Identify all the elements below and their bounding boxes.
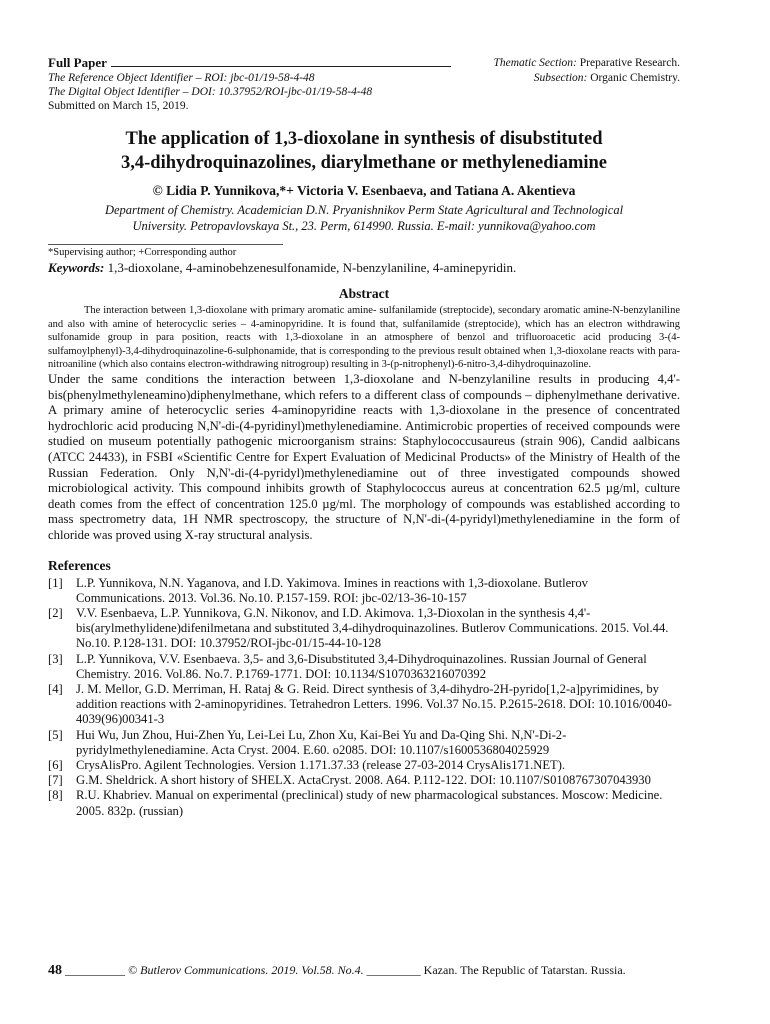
- reference-number: [4]: [48, 681, 63, 696]
- reference-number: [6]: [48, 757, 63, 772]
- reference-item: [48, 773, 680, 788]
- reference-text: L.P. Yunnikova, V.V. Esenbaeva. 3,5- and 3,6-Disubstituted 3,4-Dihydroquinazolines. Russian Journal of General Chemistry. 2016. Vol.86. No.7. P.1769-1771. DOI: 10.1134/S1070363216070392: [76, 651, 647, 681]
- paper-title: [48, 127, 680, 175]
- reference-number: [3]: [48, 651, 63, 666]
- header-row-3: [48, 85, 680, 99]
- reference-item: [48, 788, 680, 818]
- footer-rule-left: __________: [65, 963, 125, 977]
- journal-citation: © Butlerov Communications. 2019. Vol.58. No.4.: [128, 963, 364, 977]
- reference-item: [48, 758, 680, 773]
- footer-rule-right: _________: [366, 963, 421, 977]
- header-row-1: [48, 56, 680, 71]
- references-heading: References: [48, 557, 111, 573]
- title-line-2: 3,4-dihydroquinazolines, diarylmethane or methylenediamine: [121, 153, 607, 173]
- subsection-value: Organic Chemistry.: [590, 72, 680, 84]
- header-row-2: [48, 71, 680, 85]
- header-rule: [111, 56, 451, 67]
- author-footnote: *Supervising author; +Corresponding author: [48, 247, 237, 258]
- reference-text: CrysAlisPro. Agilent Technologies. Version 1.171.37.33 (release 27-03-2014 CrysAlis171.NET).: [76, 757, 566, 772]
- authors: © Lidia P. Yunnikova,*+ Victoria V. Esenbaeva, and Tatiana A. Akentieva: [152, 183, 576, 198]
- reference-item: [48, 576, 680, 606]
- reference-number: [5]: [48, 727, 63, 742]
- footnote-rule: [48, 244, 283, 245]
- reference-number: [2]: [48, 605, 63, 620]
- page-number: 48: [48, 963, 62, 978]
- reference-number: [1]: [48, 575, 63, 590]
- doi-line: The Digital Object Identifier – DOI: 10.37952/ROI-jbc-01/19-58-4-48: [48, 86, 373, 98]
- submitted-date: Submitted on March 15, 2019.: [48, 100, 189, 112]
- reference-list: [48, 576, 680, 819]
- reference-text: L.P. Yunnikova, N.N. Yaganova, and I.D. Yakimova. Imines in reactions with 1,3-dioxolane. Butlerov Communications. 2013. Vol.36. No.10. P.157-159. ROI: jbc-02/13-36-10-157: [76, 575, 588, 605]
- reference-text: V.V. Esenbaeva, L.P. Yunnikova, G.N. Nikonov, and I.D. Akimova. 1,3-Dioxolan in the synthesis 4,4'-bis(arylmethylidene)difenilmetana and substituted 3,4-dihydroquinazolines. Butlerov Communications. 2015. Vol.44. No.10. P.128-131. DOI: 10.37952/ROI-jbc-01/15-44-10-128: [76, 605, 669, 651]
- affiliation: [48, 202, 680, 234]
- roi-line: The Reference Object Identifier – ROI: jbc-01/19-58-4-48: [48, 72, 315, 84]
- abstract-paragraph-1: The interaction between 1,3-dioxolane with primary aromatic amine- sulfanilamide (streptocide), secondary aromatic amine-N-benzylaniline and also with amine of heterocyclic series – 4-aminopyridine. It is found that, sulfanilamide (streptocide), which has an electron withdrawing sulfonamide group in para position, reacts with 1,3-dioxolane in an atmosphere of benzol and trifluoroacetic acid producing 3-(4-sulfamoylphenyl)-3,4-dihydroquinazoline-6-sulphonamide, that is corresponding to the previous result obtained when 1,3-dioxolane reacts with para-nitroaniline (which also contains electron-withdrawing nitrogroup) resulting in 3-(p-nitrophenyl)-6-nitro-3,4-dihydroquinazoline.: [48, 305, 680, 371]
- paper-page: [48, 56, 680, 819]
- reference-item: [48, 652, 680, 682]
- reference-number: [8]: [48, 788, 63, 803]
- title-line-1: The application of 1,3-dioxolane in synthesis of disubstituted: [125, 129, 603, 149]
- subsection-label: Subsection:: [533, 72, 588, 84]
- reference-item: [48, 728, 680, 758]
- reference-number: [7]: [48, 773, 63, 788]
- thematic-value: Preparative Research.: [579, 57, 680, 69]
- keywords: [48, 260, 680, 276]
- footer-location: Kazan. The Republic of Tatarstan. Russia.: [423, 963, 626, 977]
- affiliation-line-1: Department of Chemistry. Academician D.N. Pryanishnikov Perm State Agricultural and Technological: [104, 203, 624, 217]
- affiliation-line-2: University. Petropavlovskaya St., 23. Perm, 614990. Russia. E-mail: yunnikova@yahoo.com: [132, 219, 596, 233]
- thematic-label: Thematic Section:: [493, 57, 577, 69]
- reference-item: [48, 682, 680, 728]
- header-row-4: [48, 99, 680, 113]
- reference-item: [48, 606, 680, 652]
- reference-text: Hui Wu, Jun Zhou, Hui-Zhen Yu, Lei-Lei Lu, Zhon Xu, Kai-Bei Yu and Da-Qing Shi. N,N'-Di-2-pyridylmethylenediamine. Acta Cryst. 2004. E.60. o2085. DOI: 10.1107/s1600536804025929: [76, 727, 567, 757]
- reference-text: J. M. Mellor, G.D. Merriman, H. Rataj & G. Reid. Direct synthesis of 3,4-dihydro-2H-pyrido[1,2-a]pyrimidines, by addition reactions with 2-aminopyridines. Tetrahedron Letters. 1996. Vol.37 No.15. P.2615-2618. DOI: 10.1016/0040-4039(96)00341-3: [76, 681, 672, 727]
- keywords-label: Keywords:: [48, 260, 105, 275]
- keywords-text: 1,3-dioxolane, 4-aminobehzenesulfonamide, N-benzylaniline, 4-aminepyridin.: [107, 260, 517, 275]
- reference-text: G.M. Sheldrick. A short history of SHELX. ActaCryst. 2008. A64. P.112-122. DOI: 10.1107/S0108767307043930: [76, 773, 651, 788]
- section-type: Full Paper: [48, 55, 107, 70]
- abstract-heading: Abstract: [338, 286, 390, 301]
- abstract-paragraph-2: Under the same conditions the interaction between 1,3-dioxolane and N-benzylaniline results in producing 4,4'-bis(phenylmethyleneamino)diphenylmethane, which refers to a different class of compounds – diphenylmethane derivative. A primary amine of heterocyclic series 4-aminopyridine reacts with 1,3-dioxolane in the presence of concentrated hydrochloric acid producing N,N'-di-(4-pyridinyl)methylenediamine. Antimicrobic properties of received compounds were studied on museum potentially pathogenic microorganism strains: Staphylococcusaureus (strain 906), Candid aalbicans (ATCC 24433), in FSBI «Scientific Centre for Expert Evaluation of Medicinal Products» of the Ministry of Health of the Russian Federation. Only N,N'-di-(4-pyridyl)methylenediamine out of three investigated compounds showed microbiological activity. This compound inhibits growth of Staphylococcus aureus at concentration 62.5 µg/ml, culture death comes from the effect of concentration 125.0 µg/ml. The morphology of compounds was established according to mass spectrometry data, 1H NMR spectroscopy, the structure of N,N'-di-(4-pyridyl)methylenediamine in the form of chloride was proved using X-ray structural analysis.: [48, 371, 680, 542]
- reference-text: R.U. Khabriev. Manual on experimental (preclinical) study of new pharmacological substances. Moscow: Medicine. 2005. 832p. (russian): [76, 788, 663, 818]
- page-footer: [48, 963, 680, 979]
